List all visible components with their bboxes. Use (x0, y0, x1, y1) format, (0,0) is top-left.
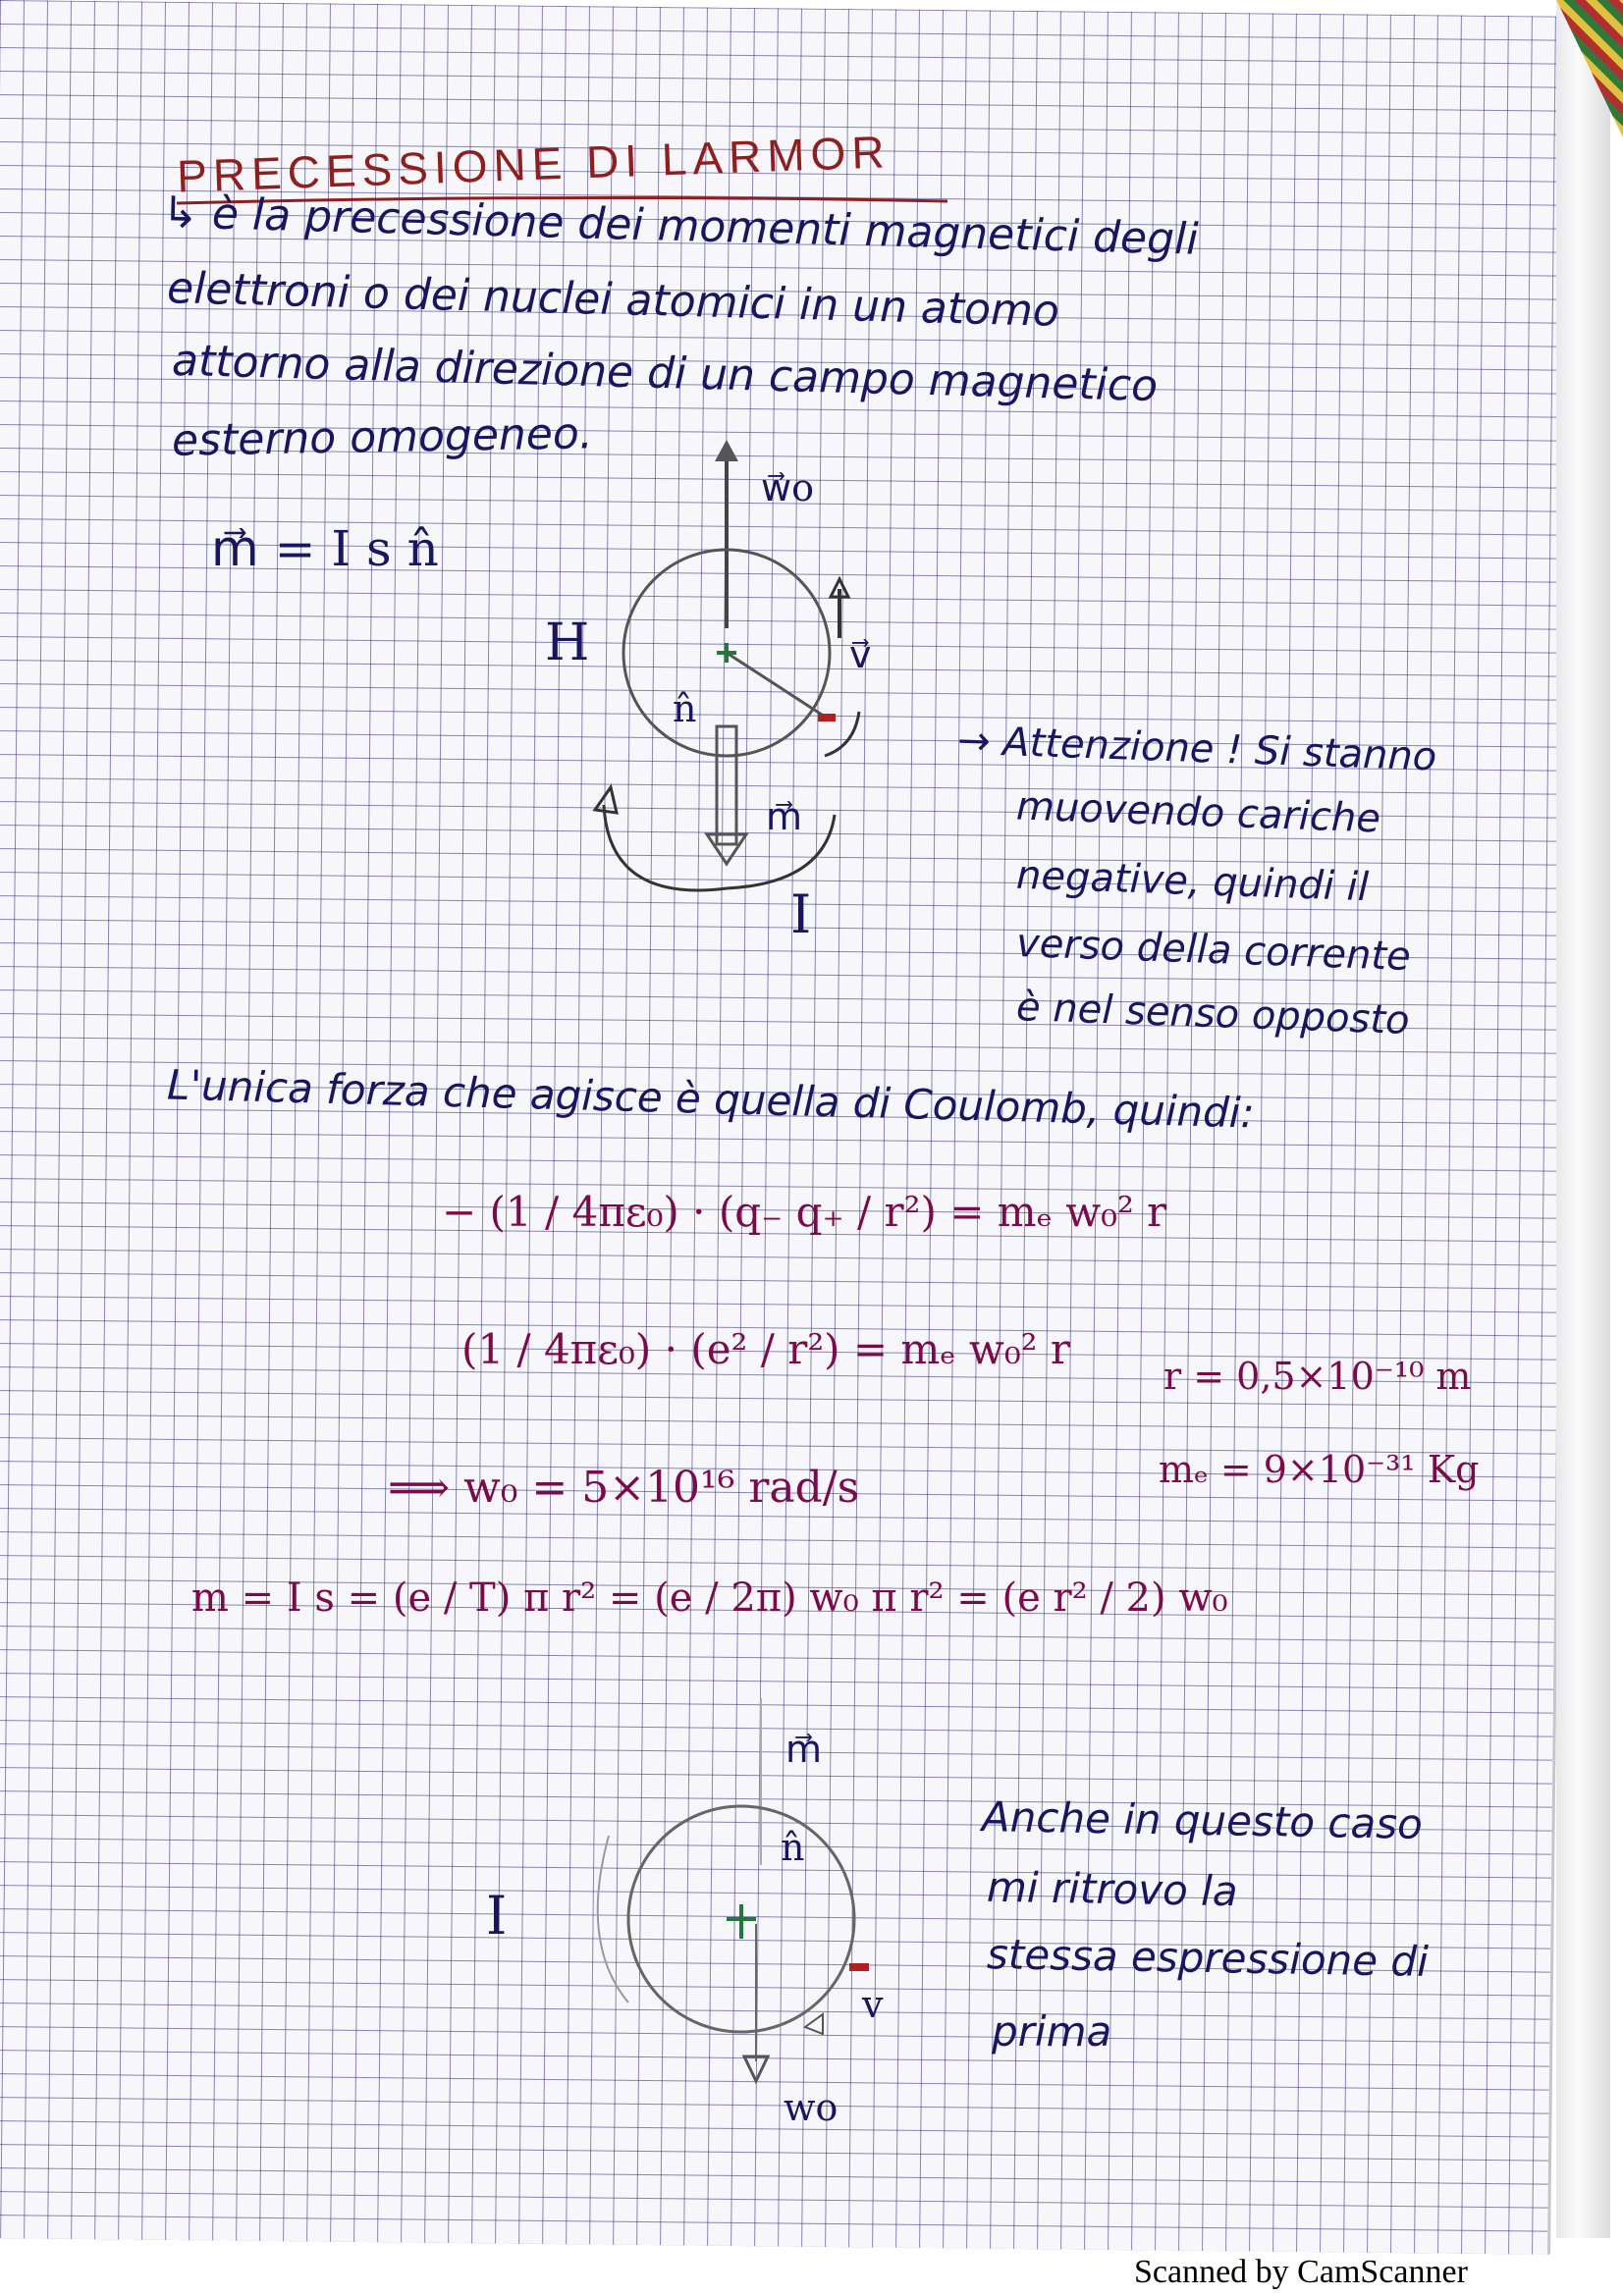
current-label: I (790, 883, 812, 945)
note2-line-2: mi ritrovo la (986, 1862, 1239, 1916)
radius-value: r = 0,5×10⁻¹⁰ m (1163, 1355, 1472, 1398)
note2-line-1: Anche in questo caso (981, 1792, 1424, 1848)
velocity-label-2: v (862, 1983, 884, 2026)
note-line-2: muovendo cariche (1015, 783, 1381, 842)
scanner-watermark: Scanned by CamScanner (1134, 2254, 1468, 2290)
notebook-spine (1556, 0, 1610, 2238)
note-line-5: è nel senso opposto (1015, 985, 1411, 1043)
note-line-3: negative, quindi il (1015, 852, 1370, 911)
magnetic-moment-formula: m⃗ = I s n̂ (211, 520, 439, 577)
omega-label: w⃗o (761, 466, 814, 509)
equation-4: m = I s = (e / T) π r² = (e / 2π) w₀ π r² = (e r² / 2) w₀ (191, 1575, 1228, 1621)
precession-diagram-2 (569, 1688, 893, 2140)
intro-line-2: elettroni o dei nuclei atomici in un atomo (166, 263, 1060, 337)
moment-label-2: m⃗ (785, 1728, 823, 1771)
normal-label-2: n̂ (781, 1826, 805, 1869)
intro-line-1: ↳ è la precessione dei momenti magnetici degli (161, 187, 1200, 265)
page-title: PRECESSIONE DI LARMOR (176, 126, 892, 202)
note2-line-4: prima (992, 2007, 1112, 2056)
field-label-H: H (545, 614, 590, 672)
note-line-4: verso della corrente (1015, 921, 1412, 980)
equation-3: ⟹ w₀ = 5×10¹⁶ rad/s (388, 1463, 860, 1513)
intro-line-3: attorno alla direzione di un campo magnetico (171, 335, 1159, 412)
note2-line-3: stessa espressione di (986, 1930, 1430, 1986)
omega-label-2: wo (784, 2086, 839, 2129)
equation-1: − (1 / 4πε₀) · (q₋ q₊ / r²) = mₑ w₀² r (442, 1188, 1167, 1236)
note-line-1: → Attenzione ! Si stanno (956, 718, 1438, 780)
velocity-label: v⃗ (849, 633, 872, 676)
normal-label: n̂ (673, 687, 697, 730)
current-label-2: I (486, 1885, 508, 1947)
equation-2: (1 / 4πε₀) · (e² / r²) = mₑ w₀² r (461, 1325, 1070, 1373)
coulomb-line: L'unica forza che agisce è quella di Coulomb, quindi: (166, 1060, 1256, 1138)
intro-line-4: esterno omogeneo. (171, 408, 594, 466)
precession-diagram-1 (530, 432, 943, 942)
moment-label: m⃗ (766, 795, 803, 838)
electron-mass-value: mₑ = 9×10⁻³¹ Kg (1159, 1448, 1480, 1491)
